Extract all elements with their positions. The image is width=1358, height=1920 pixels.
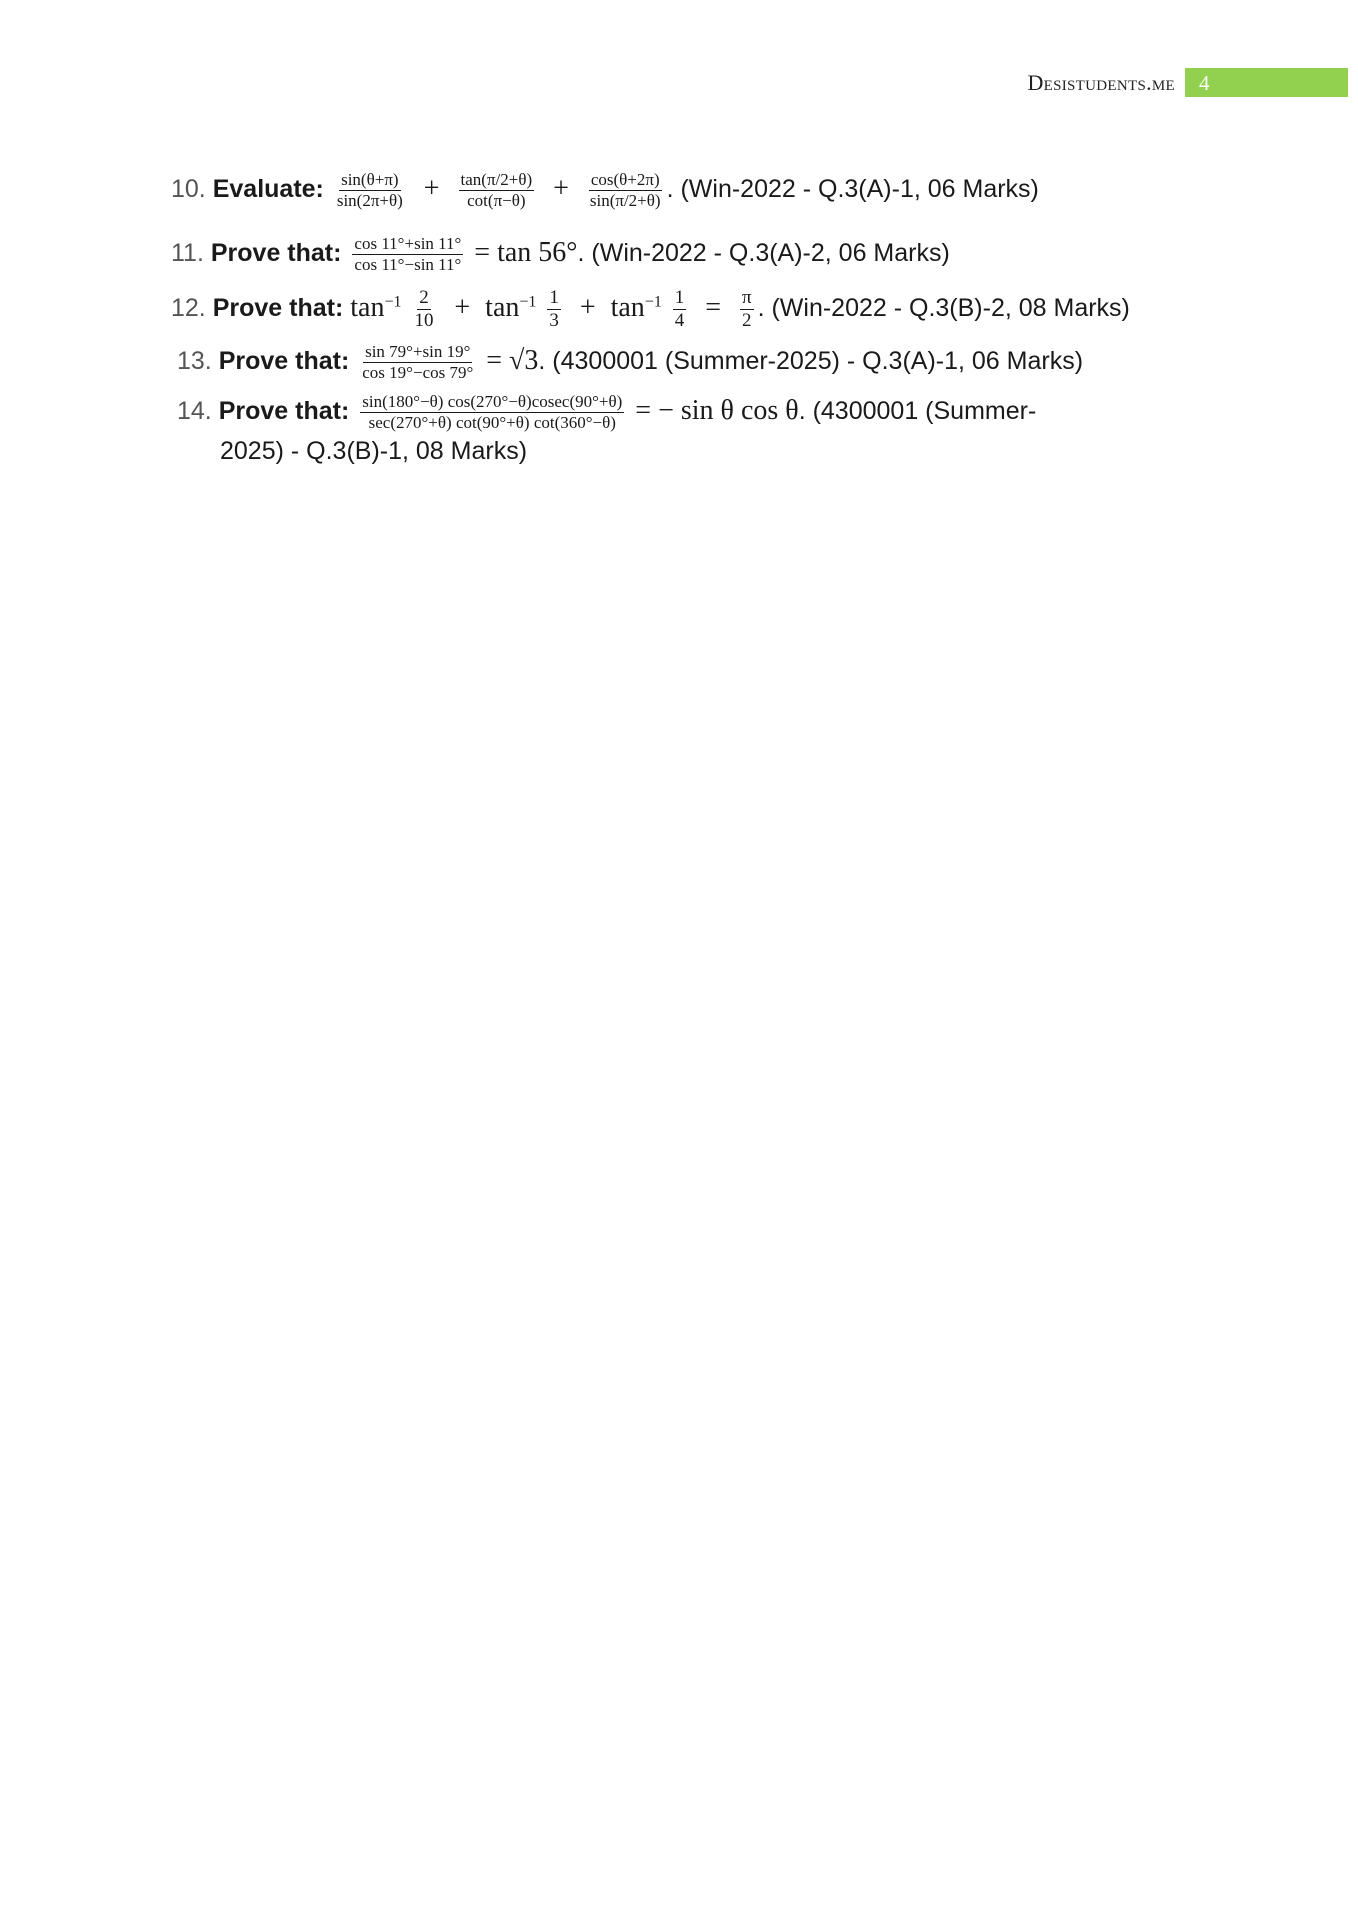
question-reference: . (4300001 (Summer- [798,396,1037,425]
question-number: 10. [171,174,206,203]
fraction: $\frac{\pi}{2}$ [741,287,752,331]
question-label: Prove that: [210,238,342,267]
question-number: 14. [177,396,212,425]
question-reference: . (Win-2022 - Q.3(B)-2, 08 Marks) [757,294,1130,323]
question-number: 11. [171,238,204,267]
question-number: 13. [177,346,212,375]
page-number-box [1185,68,1348,97]
site-name: Desistudents.me [1027,70,1175,95]
question-reference: . (4300001 (Summer-2025) - Q.3(A)-1, 06 Marks) [538,346,1084,375]
fraction: $\frac{\cos 11^\circ+\sin 11^\circ}{\cos 11^\circ-\sin 11^\circ}$ [354,234,462,274]
question-13 [177,343,1083,382]
page-header [0,68,1358,98]
question-reference-continued: 2025) - Q.3(B)-1, 08 Marks) [220,437,528,465]
fraction: $\frac{\sin 79^\circ+\sin 19^\circ}{\cos 19^\circ-\cos 79^\circ}$ [362,342,474,382]
fraction: $\frac{\cos(\theta+2\pi)}{\sin(\pi/2+\theta)}$ [589,170,661,210]
question-label: Prove that: [218,396,350,425]
fraction: $\frac{\sin(\theta+\pi)}{\sin(2\pi+\theta)}$ [336,170,403,210]
math-rhs: = tan 56° [474,236,578,268]
fraction: $\frac{1}{3}$ [549,287,559,331]
fraction: $\frac{1}{4}$ [674,287,685,331]
fraction: $\frac{\sin(180^\circ-\theta) \cos(270^\circ-\theta)cosec(90^\circ+\theta)}{\sec(270^\circ+\theta) \cot(90^\circ+\theta) \cot(360^\circ-\theta)}$ [362,392,623,432]
question-label: Evaluate: [212,174,324,203]
question-10: 10. Evaluate: $\frac{\sin(\theta+\pi)}{\sin(2\pi+\theta)}$ + $\frac{\tan(\pi/2+\theta)}{\cot(\pi-\theta)}$ + $\frac{\cos(\theta+2\pi)}{\sin(\pi/2+\theta)}$ . (Win-2022 - Q.3(A)-1, 06 Marks) [171,170,1039,210]
fraction: $\frac{2}{10}$ [414,287,434,331]
question-reference: . (Win-2022 - Q.3(A)-1, 06 Marks) [666,174,1039,203]
question-11 [171,235,950,274]
question-14 [177,393,1036,432]
question-label: Prove that: [212,294,344,323]
math-rhs: = √3 [486,344,539,376]
fraction: $\frac{\tan(\pi/2+\theta)}{\cot(\pi-\theta)}$ [460,170,533,210]
question-12: 12. Prove that: $\tan^{-1}$ $\frac{2}{10}$ + $\tan^{-1}$ $\frac{1}{3}$ + $\tan^{-1}$ $\frac{1}{4}$ = $\frac{\pi}{2}$ . (Win-2022 - Q.3(B)-2, 08 Marks) [171,287,1130,331]
math-rhs: = − sin θ cos θ [635,394,799,426]
question-reference: . (Win-2022 - Q.3(A)-2, 06 Marks) [577,238,950,267]
page-number: 4 [1199,71,1210,95]
question-label: Prove that: [218,346,350,375]
question-number: 12. [171,294,206,323]
